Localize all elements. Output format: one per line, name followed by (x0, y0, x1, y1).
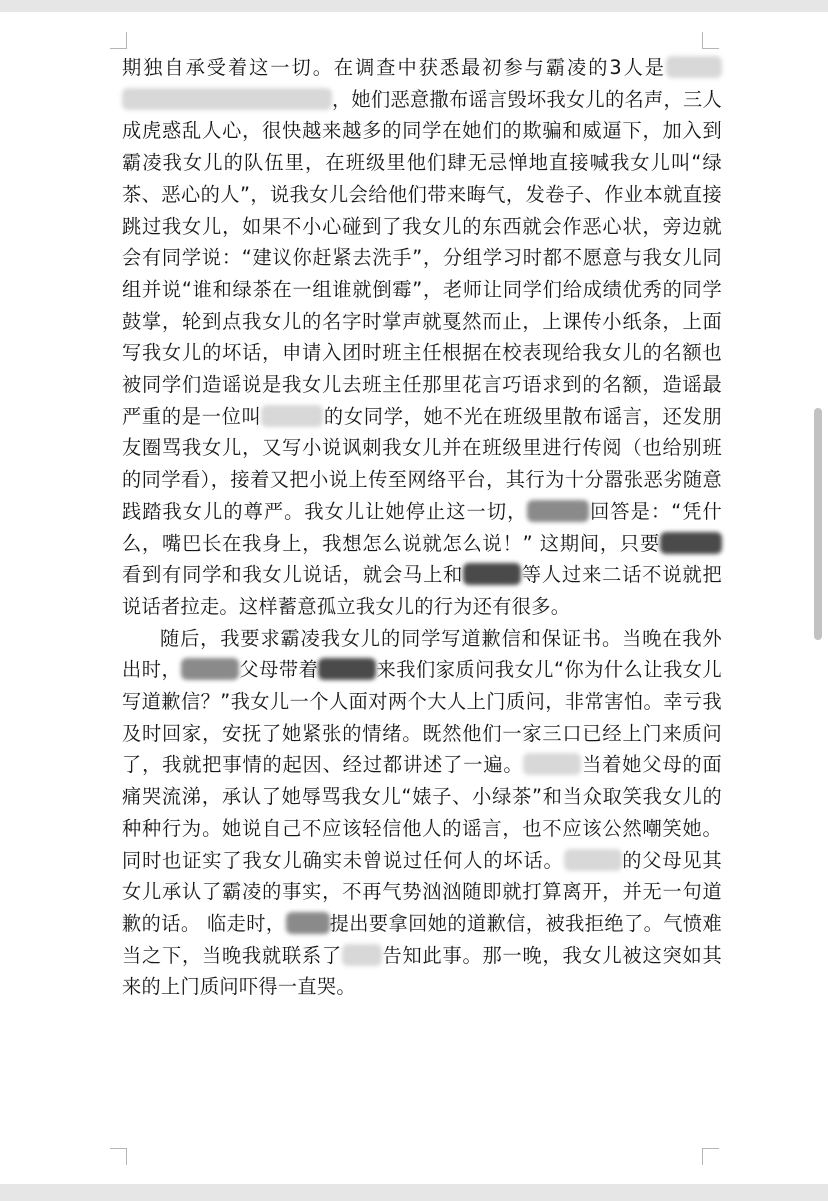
document-body (122, 52, 722, 1003)
redaction-block (666, 56, 722, 78)
text-segment: 提出要拿回她的道歉信，被我拒绝了。气愤难当之下，当晚我就联系了 (122, 911, 722, 967)
text-segment: 父母带着 (239, 658, 319, 682)
paragraph (122, 623, 722, 1003)
redaction-block (286, 912, 330, 934)
vertical-scrollbar[interactable] (814, 408, 822, 640)
redaction-block (660, 532, 722, 554)
text-segment: 来我们家质问我女儿“你为什么让我女儿写道歉信？”我女儿一个人面对两个大人上门质问，非常害怕。幸亏我及时回家，安抚了她紧张的情绪。既然他们一家三口已经上门来质问了，我就把事情的起因、经过都讲述了一遍。 (122, 658, 723, 777)
document-page (0, 12, 828, 1184)
redaction-block (342, 944, 382, 966)
redaction-block (463, 563, 521, 585)
redaction-block (523, 753, 581, 775)
text-segment: ，她们恶意撒布谣言毁坏我女儿的名声，三人成虎惑乱人心，很快越来越多的同学在她们的欺骗和威逼下，加入到霸凌我女儿的队伍里，在班级里他们肆无忌惮地直接喊我女儿叫“绿茶、恶心的人”，说我女儿会给他们带来晦气，发卷子、作业本就直接跳过我女儿，如果不小心碰到了我女儿的东西就会作恶心状，旁边就会有同学说：“建议你赶紧去洗手”，分组学习时都不愿意与我女儿同组并说“谁和绿茶在一组谁就倒霉”，老师让同学们给成绩优秀的同学鼓掌，轮到点我女儿的名字时掌声就戛然而止，上课传小纸条，上面写我女儿的坏话，申请入团时班主任根据在校表现给我女儿的名额也被同学们造谣说是我女儿去班主任那里花言巧语求到的名额，造谣最严重的是一位叫 (122, 87, 722, 428)
text-segment: 随后，我要求霸凌我女儿的同学写道歉信和保证书。当晚在我外出时， (122, 626, 722, 682)
text-segment: 告知此事。那一晚，我女儿被这突如其来的上门质问吓得一直哭。 (122, 943, 722, 999)
text-segment: 期独自承受着这一切。在调查中获悉最初参与霸凌的3人是 (122, 56, 666, 79)
text-segment: 的父母见其女儿承认了霸凌的事实，不再气势汹汹随即就打算离开，并无一句道歉的话。 临走时， (122, 848, 722, 935)
crop-mark-bottom-left (110, 1148, 127, 1165)
redaction-block (318, 658, 376, 680)
paragraph (122, 52, 722, 623)
redaction-block (122, 88, 332, 110)
redaction-block (564, 849, 622, 871)
text-segment: 看到有同学和我女儿说话，就会马上和 (122, 563, 464, 587)
redaction-block (527, 500, 589, 522)
crop-mark-top-right (702, 32, 719, 49)
crop-mark-bottom-right (702, 1148, 719, 1165)
text-segment: 的女同学，她不光在班级里散布谣言，还发朋友圈骂我女儿，又写小说讽刺我女儿并在班级里进行传阅（也给别班的同学看），接着又把小说上传至网络平台，其行为十分嚣张恶劣随意践踏我女儿的尊严。我女儿让她停止这一切， (122, 404, 722, 523)
redaction-block (181, 658, 239, 680)
text-segment: 当着她父母的面痛哭流涕，承认了她辱骂我女儿“婊子、小绿茶”和当众取笑我女儿的种种行为。她说自己不应该轻信他人的谣言，也不应该公然嘲笑她。同时也证实了我女儿确实未曾说过任何人的坏话。 (122, 753, 723, 872)
text-segment: 回答是：“凭什么，嘴巴长在我身上，我想怎么说就怎么说！” 这期间，只要 (122, 499, 723, 555)
text-segment: 等人过来二话不说就把说话者拉走。这样蓄意孤立我女儿的行为还有很多。 (122, 563, 723, 618)
redaction-block (261, 405, 323, 427)
crop-mark-top-left (110, 32, 127, 49)
